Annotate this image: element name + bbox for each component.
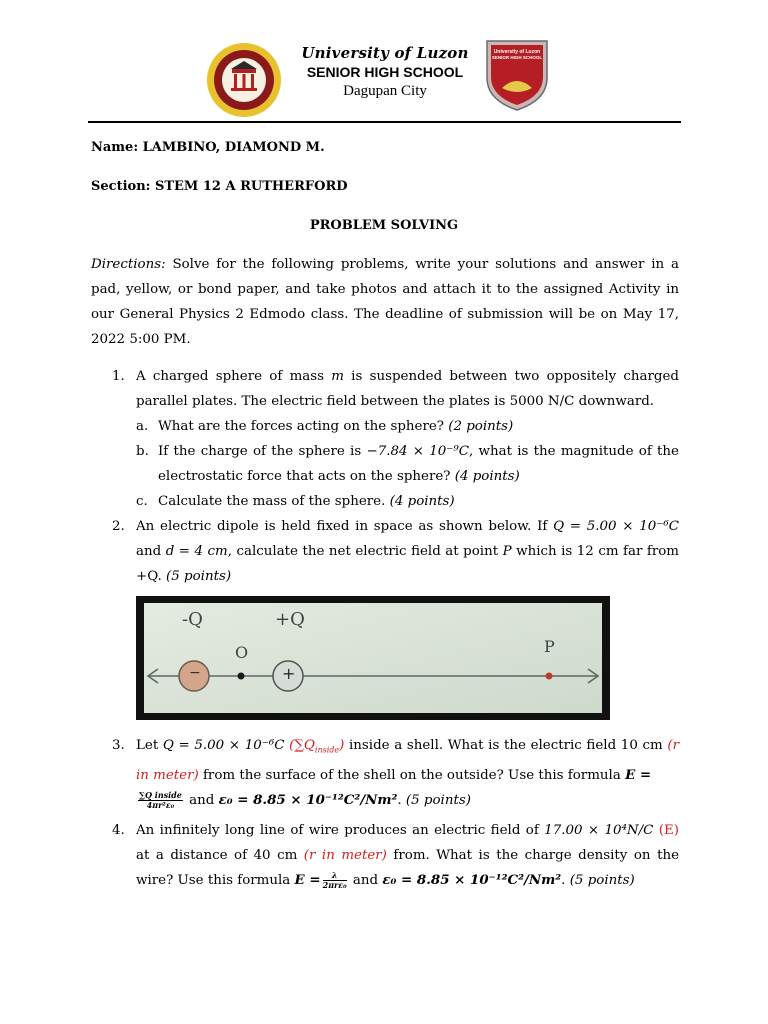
problem-3-text-d: and bbox=[184, 792, 219, 808]
shs-shield-logo bbox=[484, 38, 550, 112]
figure-label-o: O bbox=[235, 643, 249, 662]
problem-3-frac-num: ∑Q inside bbox=[139, 789, 182, 800]
problem-2-text bbox=[136, 514, 679, 589]
problem-4-text-c: from. What is the charge density on the wire? Use this formula bbox=[136, 848, 679, 888]
problem-2-points: (5 points) bbox=[166, 569, 232, 584]
mass-variable: m bbox=[331, 369, 344, 384]
svg-text:SENIOR HIGH SCHOOL: SENIOR HIGH SCHOOL bbox=[491, 55, 543, 60]
problem-4-text-d: and bbox=[348, 873, 383, 888]
school-name: SENIOR HIGH SCHOOL bbox=[306, 64, 464, 80]
problem-1c-question: Calculate the mass of the sphere. bbox=[158, 494, 390, 509]
problem-1b-question-b: , what is the magnitude of the electrostatic force that acts on the sphere? bbox=[158, 444, 679, 484]
problem-3-points: (5 points) bbox=[405, 792, 471, 808]
dipole-charge: Q = 5.00 × 10⁻⁶C bbox=[553, 519, 679, 534]
problem-3-formula-e: E = bbox=[625, 766, 652, 783]
point-p-dot bbox=[546, 673, 553, 680]
problem-4-fraction bbox=[323, 871, 347, 890]
sum-q-subscript: inside bbox=[314, 745, 340, 755]
student-section: Section: STEM 12 A RUTHERFORD bbox=[91, 179, 348, 194]
sum-q-inside bbox=[289, 738, 344, 753]
problem-2-text-b: and bbox=[136, 544, 166, 559]
school-city: Dagupan City bbox=[343, 83, 427, 99]
dipole-figure bbox=[136, 596, 610, 720]
directions-text: Solve for the following problems, write your solutions and answer in a pad, yellow, or bond paper, and take photos and attach it to the assigned Activity in our General Physics 2 Edmodo class. The deadline of submission will be on May 17, 2022 5:00 PM. bbox=[91, 257, 679, 347]
problem-4-e-note: (E) bbox=[658, 823, 679, 838]
problem-4-frac-num: λ bbox=[323, 871, 347, 881]
negative-sign: − bbox=[189, 665, 201, 681]
problem-1b-question-a: If the charge of the sphere is bbox=[158, 444, 367, 459]
header-divider bbox=[88, 121, 681, 123]
problem-1c-points: (4 points) bbox=[389, 494, 455, 509]
university-seal-logo bbox=[205, 41, 283, 119]
problem-1-text-b: is suspended between two oppositely charged parallel plates. The electric field between the plates is 5000 N/C downward. bbox=[136, 369, 679, 409]
problem-4-formula-e: E = bbox=[294, 872, 321, 888]
problem-1b-text bbox=[158, 439, 679, 489]
svg-text:University of Luzon: University of Luzon bbox=[493, 49, 541, 55]
problem-4-text bbox=[136, 818, 679, 893]
page-title: PROBLEM SOLVING bbox=[309, 218, 459, 233]
problem-1-text-a: A charged sphere of mass bbox=[136, 369, 332, 384]
point-p-variable: P bbox=[502, 544, 512, 559]
problem-4-r-note: (r in meter) bbox=[303, 848, 387, 863]
student-name: Name: LAMBINO, DIAMOND M. bbox=[91, 140, 325, 155]
figure-label-negq: -Q bbox=[182, 609, 203, 630]
problem-3-r-note: (r in meter) bbox=[136, 738, 679, 783]
point-o-dot bbox=[238, 673, 245, 680]
problem-1a-points: (2 points) bbox=[448, 419, 514, 434]
problem-1b-label: b. bbox=[136, 444, 149, 459]
problem-1a-text bbox=[158, 414, 679, 439]
problem-1-text bbox=[136, 364, 679, 414]
university-name: University of Luzon bbox=[301, 44, 469, 62]
problem-4-text-e: . bbox=[561, 873, 570, 888]
problem-4-text-a: An infinitely long line of wire produces an electric field of bbox=[136, 823, 545, 838]
problem-4-text-b: at a distance of 40 cm bbox=[136, 848, 304, 863]
problem-1a-question: What are the forces acting on the sphere? bbox=[158, 419, 449, 434]
problem-4-points: (5 points) bbox=[569, 873, 635, 888]
figure-label-p: P bbox=[544, 637, 555, 656]
problem-2-text-a: An electric dipole is held fixed in space as shown below. If bbox=[136, 519, 554, 534]
problem-3-epsilon: ε₀ = 8.85 × 10⁻¹²C²/Nm² bbox=[218, 791, 398, 808]
dipole-figure-photo bbox=[144, 603, 602, 713]
problem-1b-points: (4 points) bbox=[454, 469, 520, 484]
problem-3-text-c: from the surface of the shell on the outside? Use this formula bbox=[198, 767, 626, 783]
school-header bbox=[290, 44, 480, 100]
problem-1c-label: c. bbox=[136, 494, 148, 509]
directions-label: Directions: bbox=[91, 257, 166, 272]
problem-3-frac-den: 4πr²ε₀ bbox=[146, 799, 175, 810]
sum-q-close: ) bbox=[339, 738, 345, 753]
dipole-separation: d = 4 cm bbox=[165, 544, 228, 559]
problem-3-text-e: . bbox=[397, 792, 406, 808]
problem-4-epsilon: ε₀ = 8.85 × 10⁻¹²C²/Nm² bbox=[382, 872, 562, 888]
problem-3-fraction bbox=[138, 791, 183, 810]
problem-2-text-d: which is 12 cm far from +Q. bbox=[136, 544, 680, 584]
problem-4-frac-den: 2πrε₀ bbox=[322, 880, 347, 890]
positive-sign: + bbox=[282, 664, 296, 683]
problem-2-number: 2. bbox=[112, 519, 125, 534]
sphere-charge: −7.84 × 10⁻⁹C bbox=[366, 444, 469, 459]
wire-field-value: 17.00 × 10⁴N/C bbox=[544, 823, 654, 838]
problem-3-text-a: Let bbox=[136, 738, 163, 753]
problem-3-text-b: inside a shell. What is the electric field 10 cm bbox=[344, 738, 668, 753]
figure-label-posq: +Q bbox=[275, 609, 305, 630]
problem-4-number: 4. bbox=[112, 823, 125, 838]
problem-3-number: 3. bbox=[112, 738, 125, 753]
problem-1-number: 1. bbox=[112, 369, 125, 384]
problem-2-text-c: , calculate the net electric field at point bbox=[227, 544, 503, 559]
shell-charge: Q = 5.00 × 10⁻⁶C bbox=[162, 738, 285, 753]
directions-paragraph bbox=[91, 252, 679, 352]
problem-3-text bbox=[136, 733, 679, 813]
problem-1a-label: a. bbox=[136, 419, 149, 434]
problem-1c-text bbox=[158, 489, 679, 514]
sum-q-symbol: (∑Q bbox=[289, 738, 315, 753]
